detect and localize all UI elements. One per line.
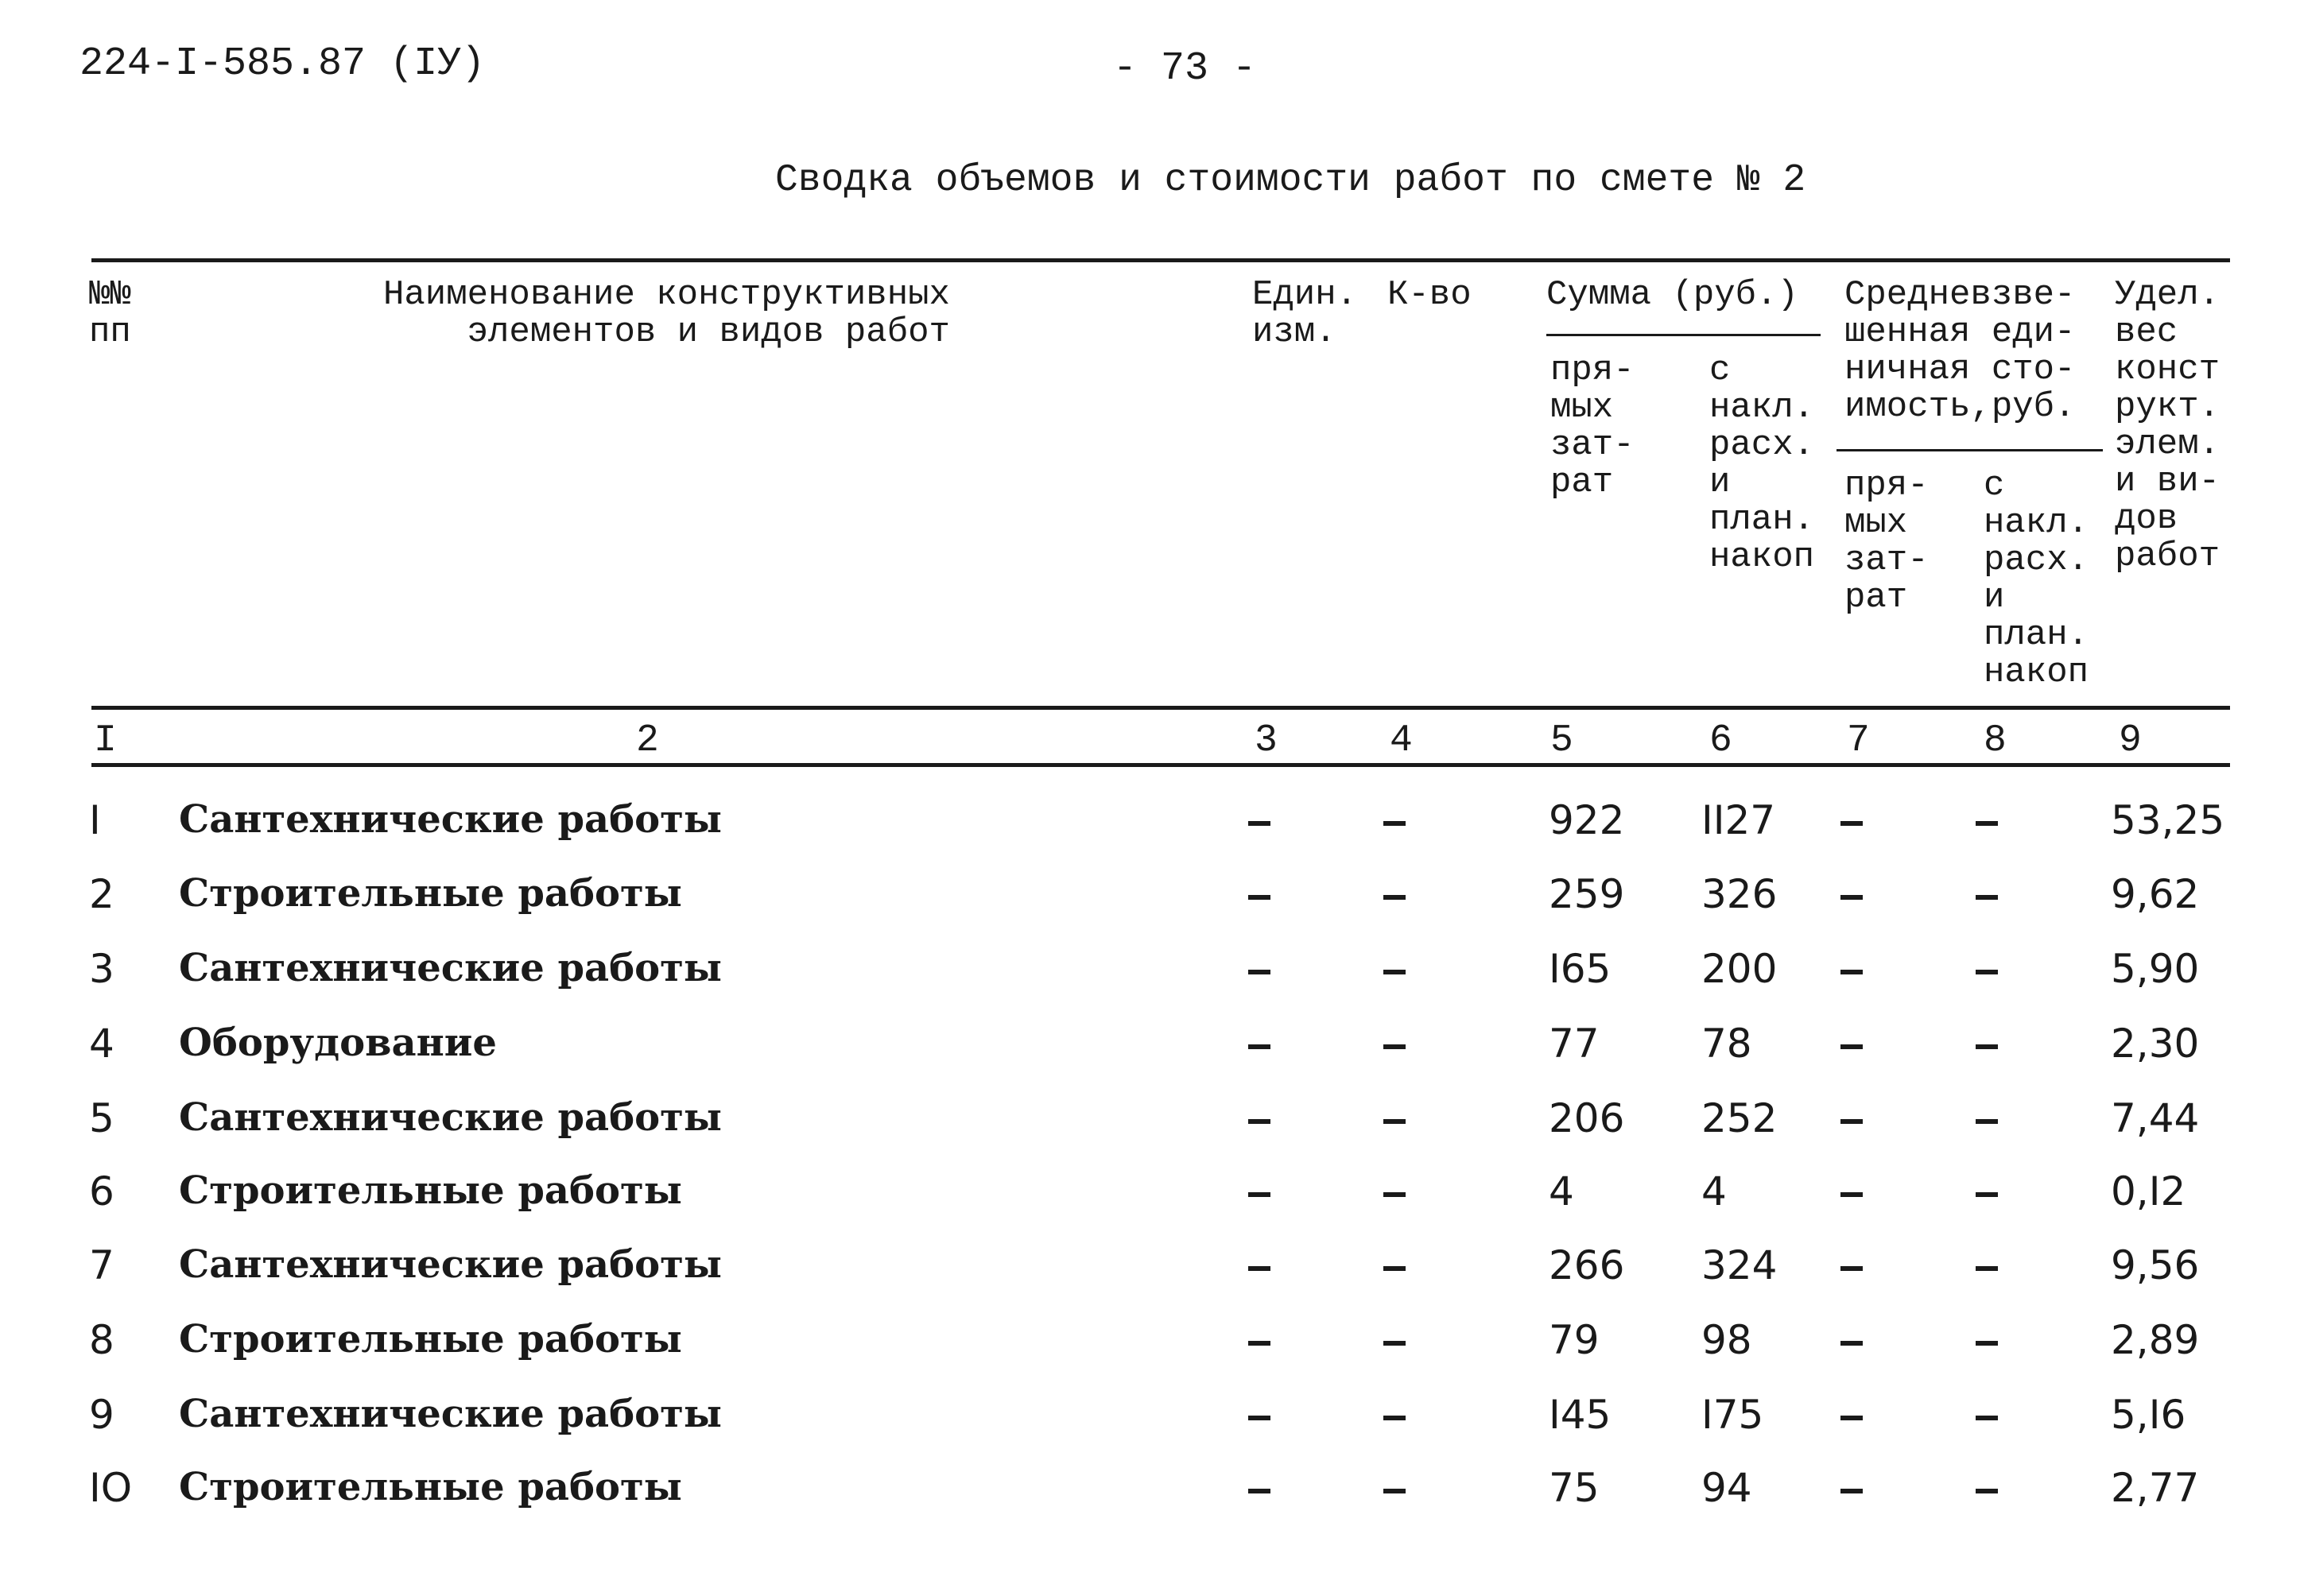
- row-number: 9: [89, 1392, 114, 1438]
- row-number: 8: [89, 1317, 114, 1363]
- header-col-number: №№ пп: [89, 275, 131, 352]
- row-name: Строительные работы: [179, 1317, 682, 1362]
- table-row: [0, 946, 2300, 1021]
- row-avg-overhead: [1976, 1095, 1998, 1141]
- table-row: [0, 871, 2300, 946]
- row-overhead-cost: 326: [1701, 871, 1778, 917]
- row-qty: [1383, 946, 1406, 992]
- row-avg-direct: [1840, 1242, 1863, 1288]
- row-overhead-cost: 78: [1701, 1021, 1752, 1067]
- column-number-8: 8: [1984, 719, 2007, 762]
- row-direct-cost: I45: [1549, 1392, 1612, 1438]
- table-row: [0, 1021, 2300, 1095]
- row-direct-cost: 4: [1549, 1168, 1574, 1214]
- header-col-direct: пря- мых зат- рат: [1550, 351, 1635, 502]
- row-name: Оборудование: [179, 1021, 497, 1065]
- row-number: IO: [89, 1465, 133, 1511]
- row-qty: [1383, 871, 1406, 917]
- column-number-3: 3: [1255, 719, 1278, 762]
- row-weight: 2,77: [2111, 1465, 2200, 1511]
- row-unit: [1248, 797, 1270, 843]
- row-name: Сантехнические работы: [179, 946, 723, 990]
- row-unit: [1248, 871, 1270, 917]
- row-unit: [1248, 1392, 1270, 1438]
- row-qty: [1383, 797, 1406, 843]
- row-unit: [1248, 1095, 1270, 1141]
- row-number: 5: [89, 1095, 114, 1141]
- row-avg-direct: [1840, 1465, 1863, 1511]
- header-sum-group: Сумма (руб.): [1546, 275, 1798, 315]
- row-avg-direct: [1840, 1095, 1863, 1141]
- column-number-5: 5: [1550, 719, 1573, 762]
- row-name: Сантехнические работы: [179, 1392, 723, 1436]
- column-number-9: 9: [2119, 719, 2142, 762]
- row-qty: [1383, 1392, 1406, 1438]
- row-avg-direct: [1840, 946, 1863, 992]
- row-weight: 5,90: [2111, 946, 2200, 992]
- header-col-name: Наименование конструктивных элементов и видов работ: [383, 275, 950, 352]
- row-unit: [1248, 1242, 1270, 1288]
- row-overhead-cost: 324: [1701, 1242, 1778, 1288]
- row-name: Сантехнические работы: [179, 1095, 723, 1140]
- row-number: 2: [89, 871, 114, 917]
- row-overhead-cost: 94: [1701, 1465, 1752, 1511]
- row-qty: [1383, 1465, 1406, 1511]
- row-qty: [1383, 1242, 1406, 1288]
- table-row: [0, 797, 2300, 872]
- row-avg-overhead: [1976, 1392, 1998, 1438]
- row-number: 4: [89, 1021, 114, 1067]
- avg-group-rule: [1837, 449, 2103, 451]
- header-col-qty: К-во: [1387, 275, 1472, 315]
- row-direct-cost: 206: [1549, 1095, 1625, 1141]
- header-col-avg-direct: пря- мых зат- рат: [1844, 466, 1929, 618]
- row-direct-cost: 75: [1549, 1465, 1600, 1511]
- header-avg-group: Средневзве- шенная еди- ничная сто- имость,руб.: [1844, 275, 2076, 427]
- row-qty: [1383, 1317, 1406, 1363]
- row-direct-cost: 266: [1549, 1242, 1625, 1288]
- row-number: I: [89, 797, 101, 843]
- row-weight: 53,25: [2111, 797, 2225, 843]
- row-overhead-cost: 98: [1701, 1317, 1752, 1363]
- row-name: Сантехнические работы: [179, 797, 723, 842]
- row-avg-direct: [1840, 1168, 1863, 1214]
- row-number: 7: [89, 1242, 114, 1288]
- row-overhead-cost: 4: [1701, 1168, 1727, 1214]
- row-name: Сантехнические работы: [179, 1242, 723, 1287]
- row-qty: [1383, 1021, 1406, 1067]
- table-row: [0, 1317, 2300, 1392]
- table-row: [0, 1465, 2300, 1540]
- row-number: 3: [89, 946, 114, 992]
- row-direct-cost: 922: [1549, 797, 1625, 843]
- column-numbers-rule: [91, 763, 2230, 767]
- row-overhead-cost: 252: [1701, 1095, 1778, 1141]
- table-top-rule: [91, 258, 2230, 262]
- column-number-6: 6: [1709, 719, 1732, 762]
- row-unit: [1248, 1465, 1270, 1511]
- header-bottom-rule: [91, 706, 2230, 710]
- row-avg-overhead: [1976, 1242, 1998, 1288]
- row-avg-overhead: [1976, 797, 1998, 843]
- row-name: Строительные работы: [179, 1465, 682, 1509]
- row-qty: [1383, 1168, 1406, 1214]
- row-overhead-cost: II27: [1701, 797, 1776, 843]
- table-row: [0, 1168, 2300, 1243]
- row-number: 6: [89, 1168, 114, 1214]
- header-col-avg-overhead: с накл. расх. и план. накоп: [1984, 466, 2089, 692]
- table-title: Сводка объемов и стоимости работ по смете № 2: [775, 159, 1806, 202]
- row-avg-direct: [1840, 871, 1863, 917]
- table-row: [0, 1392, 2300, 1466]
- row-weight: 2,30: [2111, 1021, 2200, 1067]
- row-overhead-cost: 200: [1701, 946, 1778, 992]
- row-avg-overhead: [1976, 1317, 1998, 1363]
- row-name: Строительные работы: [179, 1168, 682, 1213]
- row-weight: 7,44: [2111, 1095, 2200, 1141]
- row-unit: [1248, 946, 1270, 992]
- row-unit: [1248, 1168, 1270, 1214]
- page-number: - 73 -: [1113, 46, 1257, 91]
- row-unit: [1248, 1317, 1270, 1363]
- header-col-overhead: с накл. расх. и план. накоп: [1709, 351, 1815, 577]
- row-avg-overhead: [1976, 1021, 1998, 1067]
- row-weight: 5,I6: [2111, 1392, 2186, 1438]
- doc-code: 224-I-585.87 (IУ): [80, 41, 486, 87]
- row-overhead-cost: I75: [1701, 1392, 1764, 1438]
- table-row: [0, 1242, 2300, 1317]
- column-number-2: 2: [636, 719, 659, 762]
- row-avg-direct: [1840, 1392, 1863, 1438]
- row-avg-direct: [1840, 797, 1863, 843]
- row-weight: 0,I2: [2111, 1168, 2186, 1214]
- table-row: [0, 1095, 2300, 1170]
- row-direct-cost: 79: [1549, 1317, 1600, 1363]
- row-name: Строительные работы: [179, 871, 682, 916]
- header-col-weight: Удел. вес конст рукт. элем. и ви- дов работ: [2115, 275, 2220, 576]
- row-avg-direct: [1840, 1317, 1863, 1363]
- row-weight: 2,89: [2111, 1317, 2200, 1363]
- row-avg-overhead: [1976, 871, 1998, 917]
- row-avg-direct: [1840, 1021, 1863, 1067]
- row-unit: [1248, 1021, 1270, 1067]
- row-avg-overhead: [1976, 1168, 1998, 1214]
- column-number-1: I: [94, 719, 117, 762]
- row-avg-overhead: [1976, 1465, 1998, 1511]
- header-col-unit: Един. изм.: [1252, 275, 1358, 352]
- row-direct-cost: 259: [1549, 871, 1625, 917]
- row-avg-overhead: [1976, 946, 1998, 992]
- row-direct-cost: I65: [1549, 946, 1612, 992]
- row-weight: 9,56: [2111, 1242, 2200, 1288]
- row-qty: [1383, 1095, 1406, 1141]
- column-number-4: 4: [1390, 719, 1413, 762]
- column-number-7: 7: [1847, 719, 1870, 762]
- sum-group-rule: [1546, 334, 1821, 336]
- row-direct-cost: 77: [1549, 1021, 1600, 1067]
- row-weight: 9,62: [2111, 871, 2200, 917]
